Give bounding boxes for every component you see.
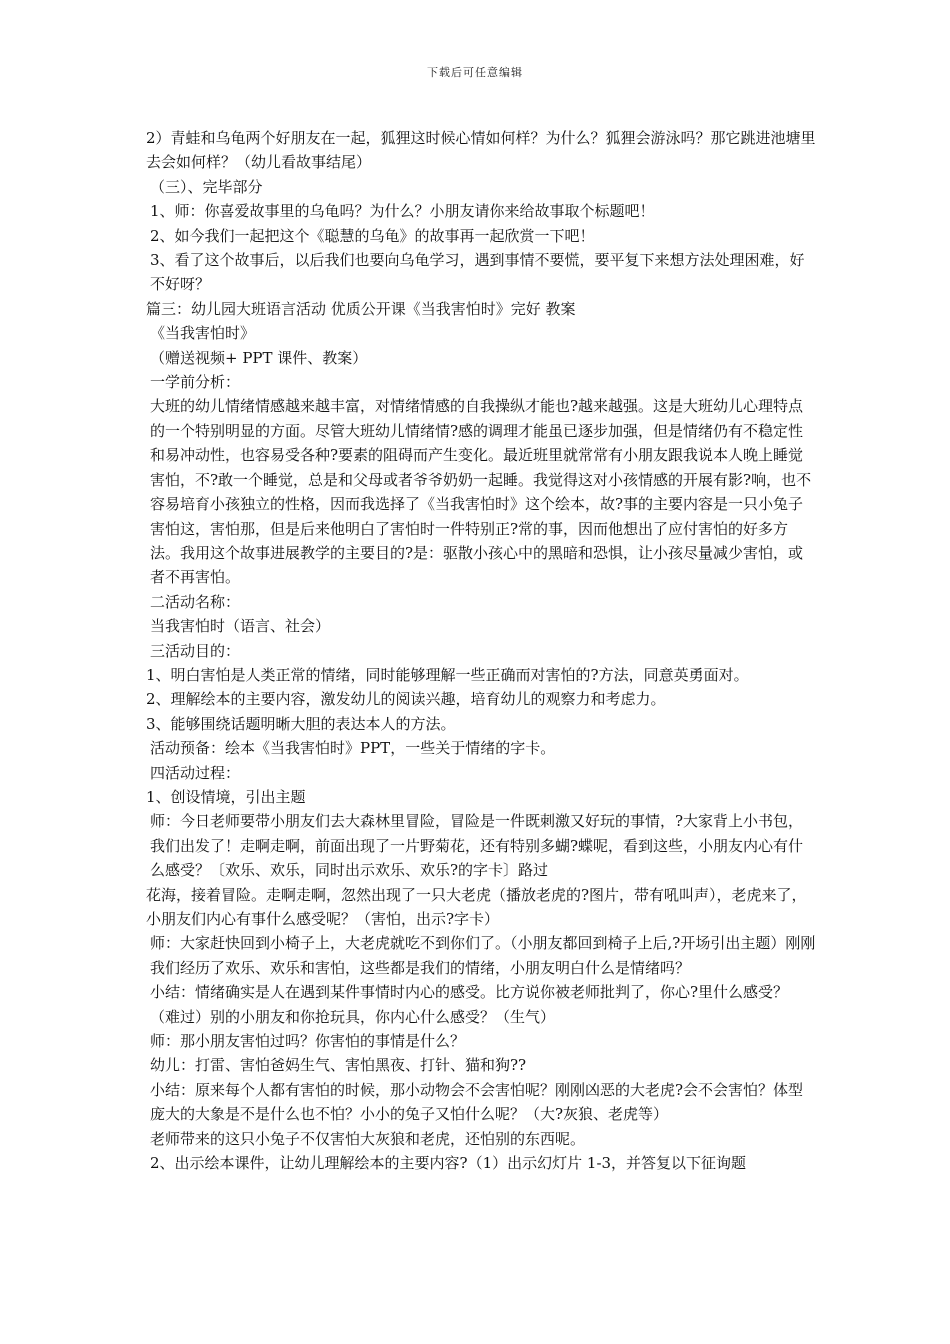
section-heading: 四活动过程： bbox=[150, 763, 241, 782]
document-body bbox=[146, 126, 818, 1175]
section-heading: 三活动目的： bbox=[150, 641, 241, 660]
list-item: 1、明白害怕是人类正常的情绪，同时能够理解一些正确而对害怕的?方法，同意英勇面对。 bbox=[146, 665, 749, 684]
paragraph: 幼儿：打雷、害怕爸妈生气、害怕黑夜、打针、猫和狗?? bbox=[150, 1056, 527, 1075]
list-item: 2、出示绘本课件，让幼儿理解绘本的主要内容?（1）出示幻灯片 1-3，并答复以下征询题 bbox=[150, 1154, 747, 1173]
page-header: 下载后可任意编辑 bbox=[427, 66, 523, 79]
paragraph: 活动预备：绘本《当我害怕时》PPT，一些关于情绪的字卡。 bbox=[150, 739, 556, 758]
paragraph: （赠送视频+ PPT 课件、教案） bbox=[150, 348, 368, 367]
section-heading: 一学前分析： bbox=[150, 373, 241, 392]
paragraph: 3、看了这个故事后，以后我们也要向乌龟学习，遇到事情不要慌，要平复下来想方法处理困难，好不好呀？ bbox=[150, 251, 805, 294]
section-heading: 二活动名称： bbox=[150, 592, 241, 611]
paragraph: 2、如今我们一起把这个《聪慧的乌龟》的故事再一起欣赏一下吧！ bbox=[150, 226, 595, 245]
paragraph: 花海，接着冒险。走啊走啊，忽然出现了一只大老虎（播放老虎的?图片，带有吼叫声），老虎来了，小朋友们内心有事什么感受呢？（害怕，出示?字卡） bbox=[146, 885, 807, 928]
paragraph: 师：大家赶快回到小椅子上，大老虎就吃不到你们了。（小朋友都回到椅子上后,?开场引出主题）刚刚我们经历了欢乐、欢乐和害怕，这些都是我们的情绪，小朋友明白什么是情绪吗？ bbox=[150, 934, 816, 977]
paragraph: 老师带来的这只小兔子不仅害怕大灰狼和老虎，还怕别的东西呢。 bbox=[150, 1129, 586, 1148]
paragraph: 当我害怕时（语言、社会） bbox=[150, 617, 331, 636]
list-item: 3、能够围绕话题明晰大胆的表达本人的方法。 bbox=[146, 714, 456, 733]
chapter-title: 篇三：幼儿园大班语言活动 优质公开课《当我害怕时》完好 教案 bbox=[146, 299, 576, 318]
paragraph: 1、师：你喜爱故事里的乌龟吗？为什么？小朋友请你来给故事取个标题吧！ bbox=[150, 202, 655, 221]
paragraph: 师：今日老师要带小朋友们去大森林里冒险，冒险是一件既刺激又好玩的事情，?大家背上小书包，我们出发了！走啊走啊，前面出现了一片野菊花，还有特别多蝴?蝶呢，看到这些，小朋友内心有什么感受？〔欢乐、欢乐，同时出示欢乐、欢乐?的字卡〕路过 bbox=[150, 812, 804, 880]
lesson-title: 《当我害怕时》 bbox=[150, 324, 256, 343]
paragraph: 小结：情绪确实是人在遇到某件事情时内心的感受。比方说你被老师批判了，你心?里什么感受？（难过）别的小朋友和你抢玩具，你内心什么感受？（生气） bbox=[150, 983, 789, 1026]
list-item: 2、理解绘本的主要内容，激发幼儿的阅读兴趣，培育幼儿的观察力和考虑力。 bbox=[146, 690, 666, 709]
paragraph: 小结：原来每个人都有害怕的时候，那小动物会不会害怕呢？刚刚凶恶的大老虎?会不会害怕？体型庞大的大象是不是什么也不怕？小小的兔子又怕什么呢？（大?灰狼、老虎等） bbox=[150, 1080, 804, 1124]
list-item: 1、创设情境，引出主题 bbox=[146, 787, 306, 806]
paragraph: 师：那小朋友害怕过吗？你害怕的事情是什么？ bbox=[150, 1032, 466, 1051]
paragraph: 2）青蛙和乌龟两个好朋友在一起，狐狸这时候心情如何样？为什么？狐狸会游泳吗？那它跳进池塘里去会如何样？（幼儿看故事结尾） bbox=[146, 129, 816, 172]
paragraph: 大班的幼儿情绪情感越来越丰富，对情绪情感的自我操纵才能也?越来越强。这是大班幼儿心理特点的一个特别明显的方面。尽管大班幼儿情绪情?感的调理才能虽已逐步加强，但是情绪仍有不稳定性和易冲动性，也容易受各种?要素的阻碍而产生变化。最近班里就常常有小朋友跟我说本人晚上睡觉害怕，不?敢一个睡觉，总是和父母或者爷爷奶奶一起睡。我觉得这对小孩情感的开展有影?响，也不容易培育小孩独立的性格，因而我选择了《当我害怕时》这个绘本，故?事的主要内容是一只小兔子害怕这，害怕那，但是后来他明白了害怕时一件特别正?常的事，因而他想出了应付害怕的好多方法。我用这个故事进展教学的主要目的?是：驱散小孩心中的黑暗和恐惧，让小孩尽量减少害怕，或者不再害怕。 bbox=[150, 397, 812, 587]
section-heading: （三）、完毕部分 bbox=[150, 177, 263, 196]
